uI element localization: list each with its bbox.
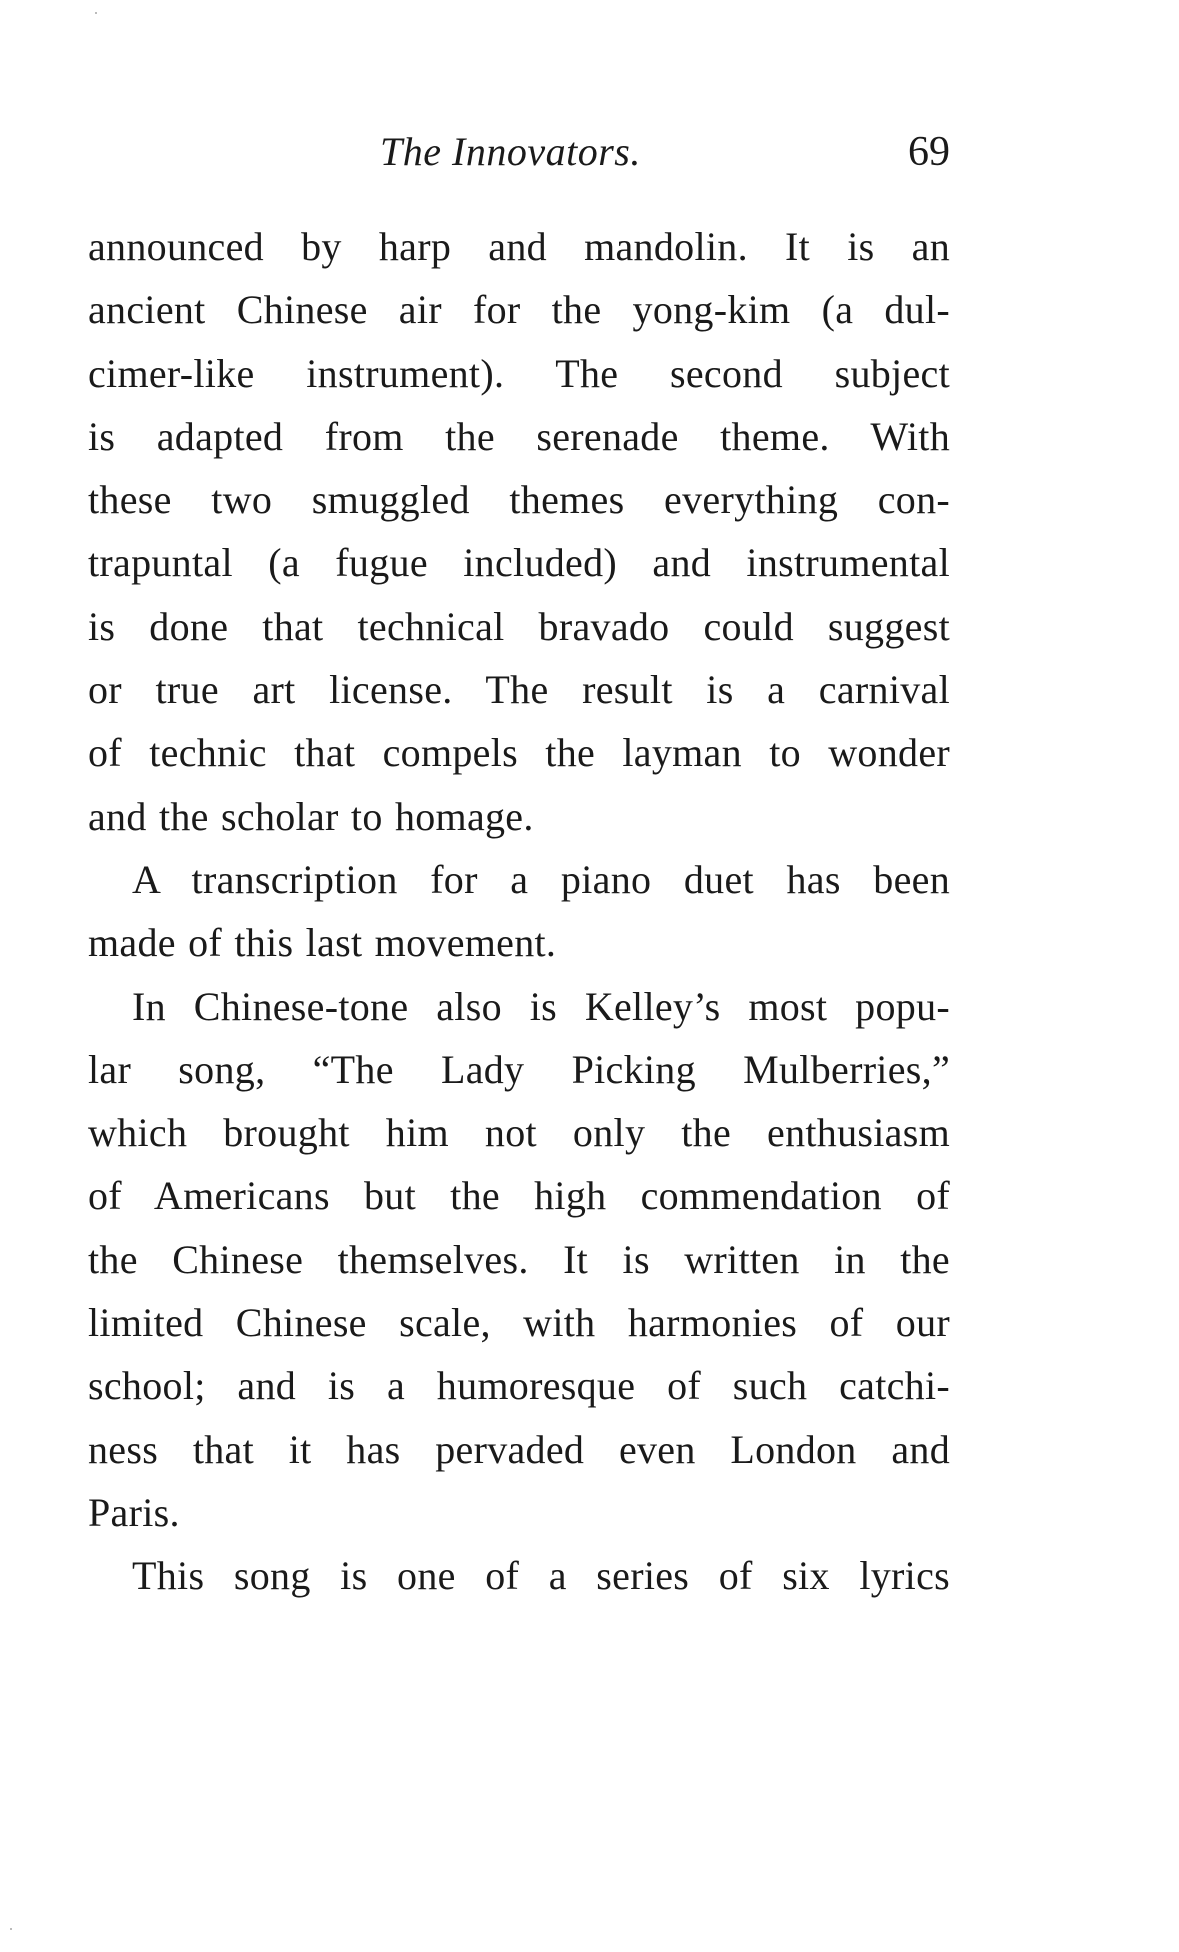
text-line: announced by harp and mandolin. It is an [88, 224, 950, 269]
scan-speck [10, 1928, 12, 1930]
text-line: ancient Chinese air for the yong-kim (a dul- [88, 287, 950, 333]
text-line: the Chinese themselves. It is written in the [88, 1236, 950, 1282]
scan-speck [95, 12, 97, 14]
page-number: 69 [908, 129, 950, 175]
paragraph-start-line: In Chinese-tone also is Kelley’s most popu- [132, 983, 950, 1029]
text-line: and the scholar to homage. [88, 793, 534, 839]
running-head [88, 128, 950, 180]
running-title: The Innovators. [380, 129, 641, 174]
text-line: school; and is a humoresque of such catchi- [88, 1363, 950, 1409]
text-line: Paris. [88, 1489, 180, 1535]
text-line: lar song, “The Lady Picking Mulberries,” [88, 1046, 950, 1092]
text-line: limited Chinese scale, with harmonies of our [88, 1300, 950, 1346]
text-line: or true art license. The result is a carnival [88, 667, 950, 713]
text-line: trapuntal (a fugue included) and instrumental [88, 540, 950, 586]
text-line: cimer-like instrument). The second subject [88, 350, 950, 396]
text-line: is adapted from the serenade theme. With [88, 413, 950, 459]
text-line: of technic that compels the layman to wonder [88, 730, 950, 776]
text-line: ness that it has pervaded even London and [88, 1426, 950, 1472]
text-line: made of this last movement. [88, 920, 557, 966]
paragraph-start-line: A transcription for a piano duet has been [132, 856, 950, 902]
text-line: which brought him not only the enthusiasm [88, 1110, 950, 1156]
text-line: is done that technical bravado could suggest [88, 603, 950, 649]
text-line: of Americans but the high commendation of [88, 1173, 950, 1219]
body-text [88, 215, 950, 1608]
text-line: these two smuggled themes everything con- [88, 477, 950, 523]
paragraph-start-line: This song is one of a series of six lyrics [132, 1553, 950, 1599]
